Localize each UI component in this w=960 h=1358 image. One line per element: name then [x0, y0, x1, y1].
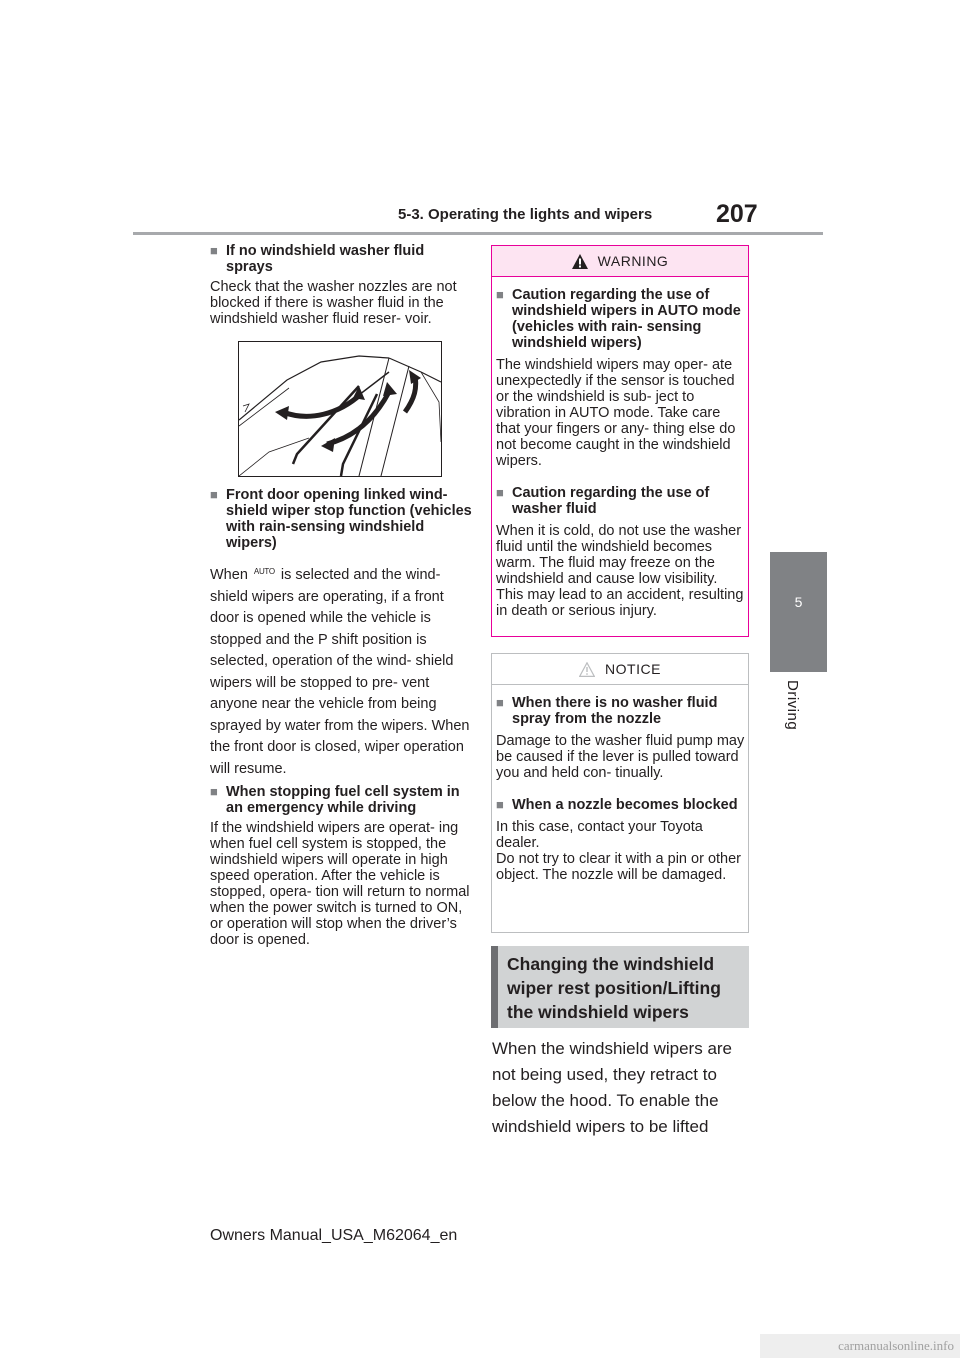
page-number: 207 [716, 200, 758, 228]
warning-paragraph-auto-mode: The windshield wipers may oper- ate unexpectedly if the sensor is touched or the windshield is sub- ject to vibration in AUTO mode. Take care that your fingers or any- thing else do not become caught in the windshield wipers. [496, 357, 736, 469]
warning-subheading-auto-mode: ■ Caution regarding the use of windshield wipers in AUTO mode (vehicles with rain- sensing windshield wipers) [496, 287, 746, 351]
warning-subheading-washer-fluid: ■ Caution regarding the use of washer fluid [496, 485, 746, 517]
warning-header [492, 246, 748, 277]
footer-manual-id: Owners Manual_USA_M62064_en [210, 1227, 458, 1244]
header-rule [133, 232, 823, 235]
notice-box [491, 653, 749, 933]
subheading-no-fluid: ■ If no windshield washer fluid sprays [210, 243, 472, 275]
door-stop-text-rest: is selected and the wind- shield wipers are operating, if a front door is opened while the vehicle is stopped and the P shift position is selected, operation of the wind- shield wipers will be stopped to pre- vent anyone near the vehicle from being sprayed by water from the wipers. When the front door is closed, wiper operation will resume. [210, 567, 470, 777]
warning-triangle-icon [572, 254, 588, 269]
door-stop-text-start: When [210, 567, 248, 583]
notice-label: NOTICE [605, 661, 661, 677]
notice-paragraph-no-spray: Damage to the washer fluid pump may be caused if the lever is pulled toward you and held con- tinually. [496, 733, 745, 781]
notice-subheading-nozzle-blocked: ■ When a nozzle becomes blocked [496, 797, 746, 813]
notice-paragraph-nozzle-blocked-1: In this case, contact your Toyota dealer. [496, 819, 703, 851]
warning-box [491, 245, 749, 637]
chapter-number: 5 [794, 594, 803, 610]
section-title: 5-3. Operating the lights and wipers [398, 206, 653, 223]
notice-triangle-icon [579, 662, 595, 677]
notice-paragraph-nozzle-blocked-2: Do not try to clear it with a pin or other object. The nozzle will be damaged. [496, 851, 741, 883]
chapter-label: Driving [784, 680, 801, 731]
chapter-tab [770, 552, 827, 672]
section-body: When the windshield wipers are not being used, they retract to below the hood. To enable the windshield wipers to be lifted [492, 1039, 733, 1136]
watermark: carmanualsonline.info [760, 1334, 960, 1358]
subheading-door-linked-stop: ■ Front door opening linked wind- shield wiper stop function (vehicles with rain-sensing windshield wipers) [210, 487, 472, 551]
warning-label: WARNING [597, 253, 669, 269]
auto-mode-icon: AUTO [253, 567, 275, 576]
section-heading: Changing the windshield wiper rest position/Lifting the windshield wipers [491, 946, 749, 1028]
notice-header [492, 654, 748, 685]
left-column [210, 243, 472, 962]
paragraph-no-fluid: Check that the washer nozzles are not blocked if there is washer fluid in the windshield washer fluid reser- voir. [210, 279, 457, 327]
paragraph-emergency-stop: If the windshield wipers are operat- ing when fuel cell system is stopped, the windshield wipers will operate in high speed operation. After the vehicle is stopped, opera- tion will return to normal when the power switch is turned to ON, or operation will stop when the driver’s door is opened. [210, 820, 470, 948]
windshield-wiper-illustration [238, 341, 442, 477]
paragraph-door-linked-stop [210, 561, 472, 780]
notice-subheading-no-spray: ■ When there is no washer fluid spray from the nozzle [496, 695, 746, 727]
wiper-drawing [239, 342, 441, 476]
warning-paragraph-washer-fluid: When it is cold, do not use the washer fluid until the windshield becomes warm. The fluid may freeze on the windshield and cause low visibility. This may lead to an accident, resulting in death or serious injury. [496, 523, 744, 619]
subheading-emergency-stop: ■ When stopping fuel cell system in an emergency while driving [210, 784, 472, 816]
